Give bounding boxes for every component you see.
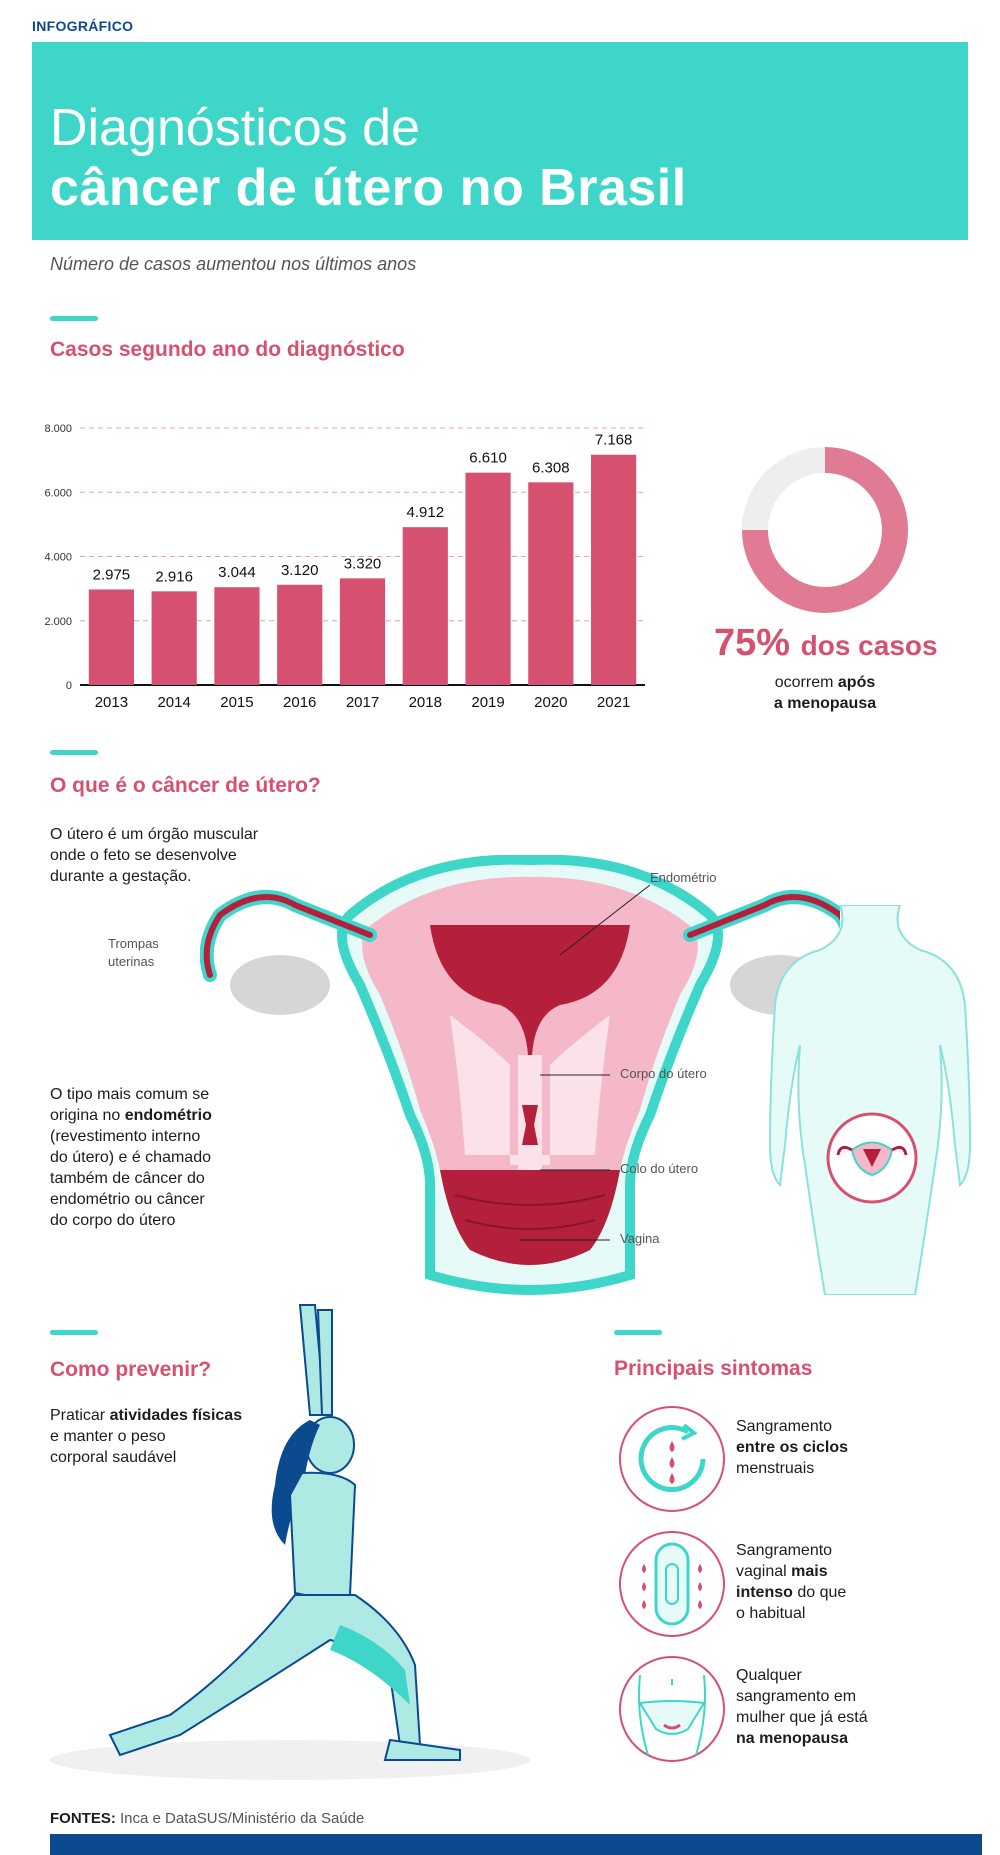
symptom-line: Sangramento	[736, 1542, 833, 1559]
bar-2020	[528, 482, 573, 685]
body-silhouette	[760, 905, 980, 1295]
prevention-line: e manter o peso	[50, 1428, 166, 1445]
symptom-1-text	[736, 1416, 936, 1479]
symptom-line: menstruais	[736, 1460, 815, 1477]
section-accent	[614, 1330, 662, 1335]
cycle-drops-icon	[618, 1405, 726, 1513]
symptom-line: mulher que já está	[736, 1709, 868, 1726]
symptom-3-text	[736, 1665, 936, 1749]
type-line: endométrio ou câncer	[50, 1191, 205, 1208]
label-corpo: Corpo do útero	[620, 1066, 707, 1081]
bar-2019	[465, 473, 510, 685]
intro-line: onde o feto se desenvolve	[50, 847, 237, 864]
label-vagina: Vagina	[620, 1231, 660, 1246]
sources-text: Inca e DataSUS/Ministério da Saúde	[120, 1810, 365, 1827]
bar-2015	[214, 587, 259, 685]
intro-line: O útero é um órgão muscular	[50, 826, 259, 843]
anatomy-type-text	[50, 1084, 212, 1231]
underwear-icon	[618, 1655, 726, 1763]
bar-value-label: 3.044	[218, 564, 256, 582]
donut-percent-suffix: dos casos	[800, 630, 938, 661]
symptom-line: o habitual	[736, 1605, 806, 1622]
intro-line: durante a gestação.	[50, 868, 192, 885]
page-title-line2: câncer de útero no Brasil	[50, 159, 687, 217]
type-line: origina no	[50, 1107, 121, 1124]
donut-note-bold1: após	[837, 674, 876, 691]
prevention-line: corporal saudável	[50, 1449, 177, 1466]
symptom-line: Sangramento	[736, 1418, 833, 1435]
footer-bar	[50, 1834, 982, 1855]
y-tick-label: 2.000	[44, 615, 72, 628]
x-tick-label: 2013	[94, 694, 129, 710]
bar-value-label: 6.308	[532, 459, 570, 477]
label-trompas	[108, 935, 159, 971]
donut-percent	[714, 622, 938, 665]
prevention-line-bold: atividades físicas	[109, 1407, 243, 1424]
donut-note	[720, 672, 930, 714]
bar-value-label: 2.916	[155, 568, 193, 586]
donut-chart	[735, 440, 915, 620]
pad-drops-icon	[618, 1530, 726, 1638]
symptoms-section-title: Principais sintomas	[614, 1357, 813, 1380]
symptom-line-bold: na menopausa	[736, 1730, 849, 1747]
yoga-woman-illustration	[40, 1295, 540, 1785]
type-line: também de câncer do	[50, 1170, 205, 1187]
donut-percent-value: 75%	[714, 622, 791, 664]
symptom-line-bold: mais	[791, 1563, 828, 1580]
donut-note-prefix: ocorrem	[774, 674, 834, 691]
symptom-line: sangramento em	[736, 1688, 857, 1705]
kicker: INFOGRÁFICO	[32, 18, 134, 34]
bar-chart	[30, 410, 660, 710]
bar-2016	[277, 585, 322, 685]
bar-2013	[89, 589, 134, 685]
page-title-line1: Diagnósticos de	[50, 99, 420, 157]
prevention-line: Praticar	[50, 1407, 106, 1424]
symptom-line-bold: intenso	[736, 1584, 793, 1601]
x-tick-label: 2017	[345, 694, 380, 710]
sources-label: FONTES:	[50, 1810, 116, 1827]
type-line-bold: endométrio	[124, 1107, 212, 1124]
bar-value-label: 3.120	[280, 561, 319, 579]
symptom-2-text	[736, 1540, 936, 1624]
symptom-line: do que	[797, 1584, 847, 1601]
y-tick-label: 4.000	[44, 551, 72, 564]
x-tick-label: 2014	[157, 694, 191, 710]
donut-slice-1	[755, 460, 825, 530]
uterus-illustration	[200, 855, 840, 1295]
bar-2021	[591, 455, 636, 685]
y-tick-label: 0	[65, 680, 72, 692]
chart-section-title: Casos segundo ano do diagnóstico	[50, 338, 405, 361]
sources	[50, 1810, 364, 1827]
section-accent	[50, 316, 98, 321]
symptom-line: Qualquer	[736, 1667, 802, 1684]
donut-note-bold2: a menopausa	[773, 695, 877, 712]
type-line: do corpo do útero	[50, 1212, 176, 1229]
y-tick-label: 8.000	[44, 423, 72, 435]
x-tick-label: 2021	[596, 694, 631, 710]
bar-2014	[152, 591, 197, 685]
label-trompas-l1: Trompas	[108, 936, 159, 951]
bar-value-label: 4.912	[406, 504, 445, 522]
page-subtitle: Número de casos aumentou nos últimos anos	[50, 254, 417, 274]
symptom-line: vaginal	[736, 1563, 787, 1580]
label-trompas-l2: uterinas	[108, 954, 155, 969]
section-accent	[50, 750, 98, 755]
bar-value-label: 2.975	[92, 566, 131, 584]
type-line: do útero) e é chamado	[50, 1149, 211, 1166]
type-line: (revestimento interno	[50, 1128, 201, 1145]
x-tick-label: 2015	[220, 694, 254, 710]
bar-2018	[403, 527, 448, 685]
x-tick-label: 2020	[534, 694, 568, 710]
bar-value-label: 3.320	[343, 555, 382, 573]
bar-value-label: 6.610	[469, 449, 507, 467]
prevention-section-title: Como prevenir?	[50, 1358, 212, 1381]
x-tick-label: 2016	[283, 694, 317, 710]
symptom-line-bold: entre os ciclos	[736, 1439, 849, 1456]
label-endometrio: Endométrio	[650, 870, 717, 885]
bar-value-label: 7.168	[594, 431, 633, 449]
bar-2017	[340, 578, 385, 685]
type-line: O tipo mais comum se	[50, 1086, 210, 1103]
anatomy-section-title: O que é o câncer de útero?	[50, 774, 321, 797]
label-colo: Colo do útero	[620, 1161, 699, 1176]
y-tick-label: 6.000	[44, 487, 72, 500]
x-tick-label: 2019	[471, 694, 505, 710]
x-tick-label: 2018	[408, 694, 442, 710]
